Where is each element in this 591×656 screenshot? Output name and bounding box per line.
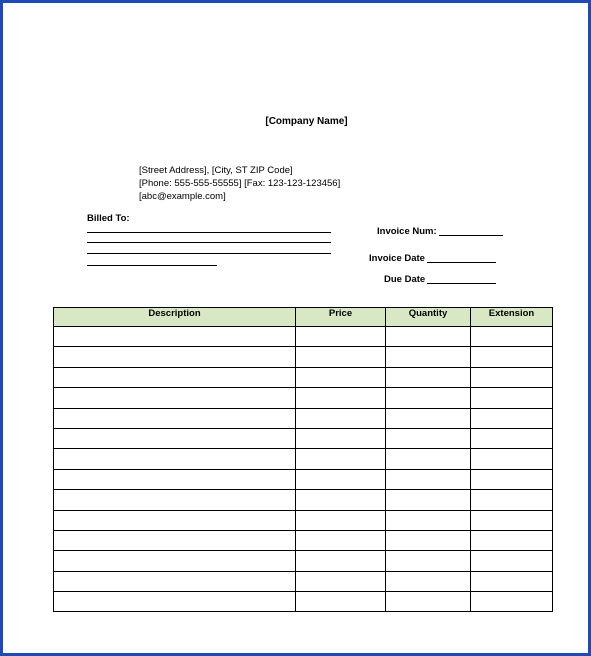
- cell-extension[interactable]: [471, 347, 553, 367]
- cell-price[interactable]: [296, 592, 386, 612]
- table-row: [54, 388, 553, 408]
- cell-quantity[interactable]: [386, 428, 471, 448]
- cell-quantity[interactable]: [386, 490, 471, 510]
- table-row: [54, 327, 553, 347]
- billed-to-label: Billed To:: [87, 213, 130, 224]
- table-header-row: [54, 308, 553, 327]
- cell-price[interactable]: [296, 571, 386, 591]
- table-row: [54, 428, 553, 448]
- cell-description[interactable]: [54, 449, 296, 469]
- table-row: [54, 510, 553, 530]
- cell-quantity[interactable]: [386, 388, 471, 408]
- table-row: [54, 408, 553, 428]
- cell-quantity[interactable]: [386, 367, 471, 387]
- table-row: [54, 551, 553, 571]
- cell-quantity[interactable]: [386, 551, 471, 571]
- cell-price[interactable]: [296, 428, 386, 448]
- column-header-description: Description: [54, 308, 296, 327]
- cell-quantity[interactable]: [386, 449, 471, 469]
- cell-extension[interactable]: [471, 428, 553, 448]
- cell-extension[interactable]: [471, 327, 553, 347]
- cell-description[interactable]: [54, 510, 296, 530]
- address-line-street: [Street Address], [City, ST ZIP Code]: [139, 165, 293, 176]
- cell-description[interactable]: [54, 388, 296, 408]
- billed-to-line-2[interactable]: [87, 242, 331, 243]
- billed-to-line-4[interactable]: [87, 265, 217, 266]
- cell-price[interactable]: [296, 388, 386, 408]
- cell-extension[interactable]: [471, 490, 553, 510]
- table-row: [54, 449, 553, 469]
- cell-extension[interactable]: [471, 449, 553, 469]
- table-row: [54, 347, 553, 367]
- cell-extension[interactable]: [471, 408, 553, 428]
- table-row: [54, 367, 553, 387]
- table-row: [54, 490, 553, 510]
- cell-description[interactable]: [54, 327, 296, 347]
- cell-quantity[interactable]: [386, 571, 471, 591]
- address-line-phone: [Phone: 555-555-55555] [Fax: 123-123-123456]: [139, 178, 341, 189]
- cell-description[interactable]: [54, 530, 296, 550]
- cell-extension[interactable]: [471, 388, 553, 408]
- line-items-table: [53, 307, 553, 612]
- cell-description[interactable]: [54, 469, 296, 489]
- billed-to-line-1[interactable]: [87, 232, 331, 233]
- invoice-num-field[interactable]: [439, 235, 503, 236]
- cell-description[interactable]: [54, 428, 296, 448]
- cell-quantity[interactable]: [386, 469, 471, 489]
- cell-price[interactable]: [296, 327, 386, 347]
- column-header-price: Price: [296, 308, 386, 327]
- cell-price[interactable]: [296, 347, 386, 367]
- cell-description[interactable]: [54, 490, 296, 510]
- cell-quantity[interactable]: [386, 510, 471, 530]
- table-body: [54, 327, 553, 612]
- due-date-field[interactable]: [427, 283, 496, 284]
- cell-description[interactable]: [54, 367, 296, 387]
- invoice-date-field[interactable]: [427, 262, 496, 263]
- table-row: [54, 530, 553, 550]
- invoice-num-label: Invoice Num:: [377, 226, 437, 237]
- cell-quantity[interactable]: [386, 592, 471, 612]
- cell-price[interactable]: [296, 449, 386, 469]
- invoice-date-label: Invoice Date: [369, 253, 425, 264]
- cell-price[interactable]: [296, 367, 386, 387]
- cell-description[interactable]: [54, 571, 296, 591]
- column-header-quantity: Quantity: [386, 308, 471, 327]
- cell-extension[interactable]: [471, 571, 553, 591]
- cell-description[interactable]: [54, 408, 296, 428]
- cell-price[interactable]: [296, 408, 386, 428]
- cell-price[interactable]: [296, 551, 386, 571]
- cell-quantity[interactable]: [386, 327, 471, 347]
- due-date-label: Due Date: [384, 274, 426, 285]
- cell-extension[interactable]: [471, 592, 553, 612]
- cell-price[interactable]: [296, 490, 386, 510]
- cell-quantity[interactable]: [386, 530, 471, 550]
- cell-extension[interactable]: [471, 510, 553, 530]
- cell-extension[interactable]: [471, 367, 553, 387]
- table-row: [54, 592, 553, 612]
- cell-quantity[interactable]: [386, 408, 471, 428]
- cell-extension[interactable]: [471, 551, 553, 571]
- cell-description[interactable]: [54, 347, 296, 367]
- table-row: [54, 469, 553, 489]
- cell-quantity[interactable]: [386, 347, 471, 367]
- company-name: [Company Name]: [265, 116, 348, 127]
- cell-description[interactable]: [54, 592, 296, 612]
- cell-price[interactable]: [296, 530, 386, 550]
- cell-extension[interactable]: [471, 469, 553, 489]
- cell-price[interactable]: [296, 469, 386, 489]
- table-row: [54, 571, 553, 591]
- cell-price[interactable]: [296, 510, 386, 530]
- column-header-extension: Extension: [471, 308, 553, 327]
- cell-extension[interactable]: [471, 530, 553, 550]
- billed-to-line-3[interactable]: [87, 253, 331, 254]
- cell-description[interactable]: [54, 551, 296, 571]
- address-line-email: [abc@example.com]: [139, 191, 226, 202]
